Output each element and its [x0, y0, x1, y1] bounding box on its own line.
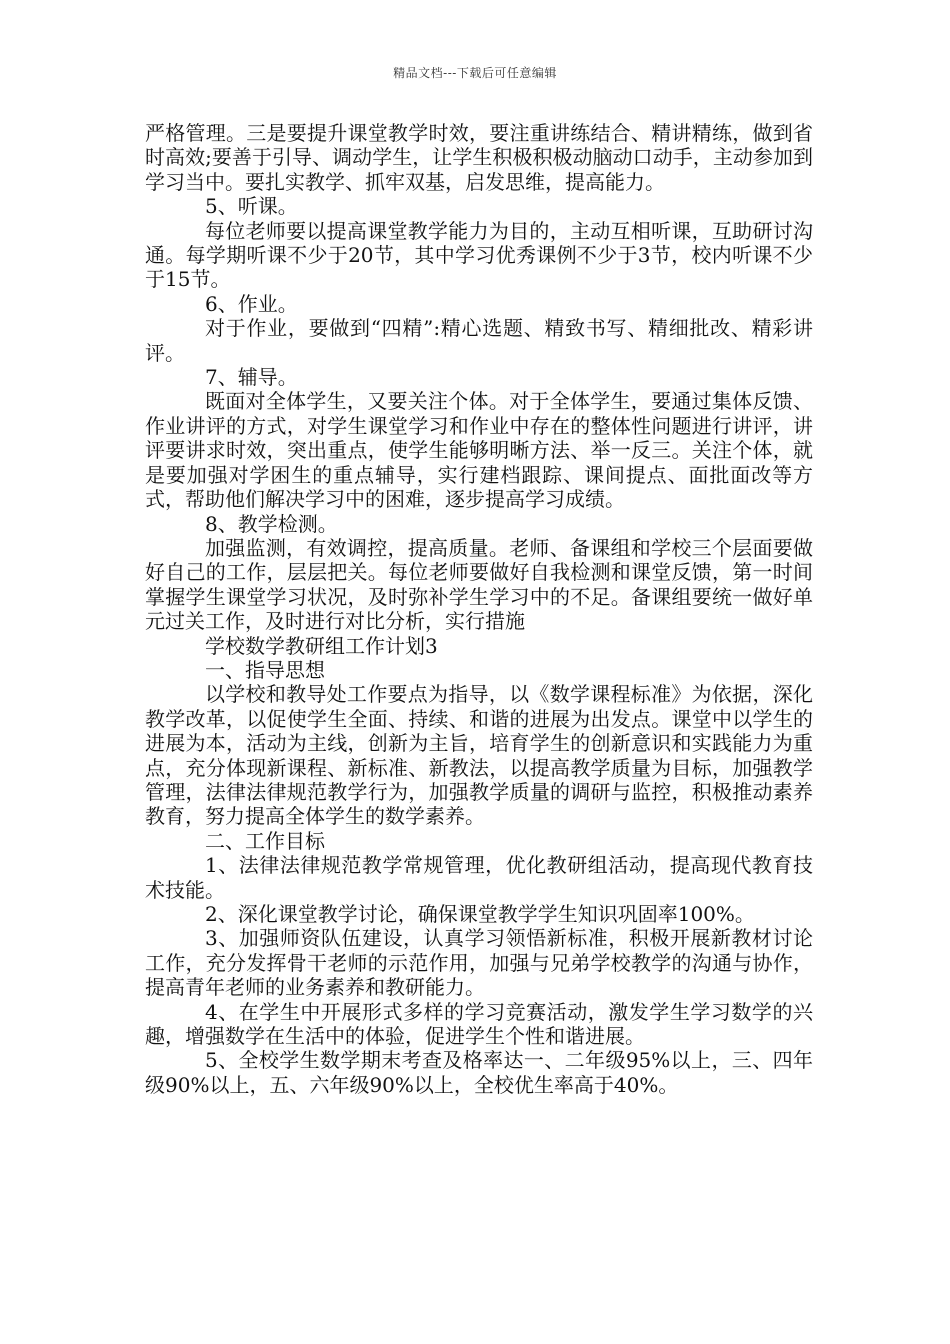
- document-section-title: 学校数学教研组工作计划3: [205, 633, 438, 658]
- section-heading-guiding-thought: 一、指导思想: [205, 657, 325, 682]
- paragraph: 严格管理。三是要提升课堂教学时效，要注重讲练结合、精讲精练，做到省时高效;要善于引导、调动学生，让学生积极积极动脑动口动手，主动参加到学习当中。要扎实教学、抓牢双基，启发思维，提高能力。: [145, 121, 813, 194]
- section-heading-listening: 5、听课。: [205, 194, 298, 219]
- document-body: [145, 121, 813, 1097]
- goal-item: 3、加强师资队伍建设，认真学习领悟新标准，积极开展新教材讨论工作，充分发挥骨干老师的示范作用，加强与兄弟学校教学的沟通与协作，提高青年老师的业务素养和教研能力。: [145, 926, 813, 1000]
- paragraph: 对于作业，要做到“四精”:精心选题、精致书写、精细批改、精彩讲评。: [145, 316, 813, 365]
- paragraph: 每位老师要以提高课堂教学能力为目的，主动互相听课，互助研讨沟通。每学期听课不少于20节，其中学习优秀课例不少于3节，校内听课不少于15节。: [145, 218, 813, 292]
- goal-item: 5、全校学生数学期末考查及格率达一、二年级95%以上，三、四年级90%以上，五、六年级90%以上，全校优生率高于40%。: [145, 1048, 813, 1097]
- section-heading-homework: 6、作业。: [205, 291, 298, 316]
- goal-item: 1、法律法律规范教学常规管理，优化教研组活动，提高现代教育技术技能。: [145, 853, 813, 902]
- goal-item: 4、在学生中开展形式多样的学习竞赛活动，激发学生学习数学的兴趣，增强数学在生活中的体验，促进学生个性和谐进展。: [145, 999, 813, 1049]
- page-header: 精品文档---下载后可任意编辑: [393, 66, 557, 80]
- paragraph: 以学校和教导处工作要点为指导，以《数学课程标准》为依据，深化教学改革，以促使学生全面、持续、和谐的进展为出发点。课堂中以学生的进展为本，活动为主线，创新为主旨，培育学生的创新意识和实践能力为重点，充分体现新课程、新标准、新教法，以提高教学质量为目标，加强教学管理，法律法律规范教学行为，加强教学质量的调研与监控，积极推动素养教育，努力提高全体学生的数学素养。: [145, 682, 813, 829]
- section-heading-tutoring: 7、辅导。: [205, 365, 298, 390]
- section-heading-testing: 8、教学检测。: [205, 511, 338, 536]
- paragraph: 既面对全体学生，又要关注个体。对于全体学生，要通过集体反馈、作业讲评的方式，对学生课堂学习和作业中存在的整体性问题进行讲评，讲评要讲求时效，突出重点，使学生能够明晰方法、举一反三。关注个体，就是要加强对学困生的重点辅导，实行建档跟踪、课间提点、面批面改等方式，帮助他们解决学习中的困难，逐步提高学习成绩。: [145, 389, 813, 512]
- section-heading-work-goals: 二、工作目标: [205, 828, 325, 853]
- goal-item: 2、深化课堂教学讨论，确保课堂教学学生知识巩固率100%。: [205, 902, 755, 926]
- paragraph: 加强监测，有效调控，提高质量。老师、备课组和学校三个层面要做好自己的工作，层层把关。每位老师要做好自我检测和课堂反馈，第一时间掌握学生课堂学习状况，及时弥补学生学习中的不足。备课组要统一做好单元过关工作，及时进行对比分析，实行措施: [145, 535, 813, 634]
